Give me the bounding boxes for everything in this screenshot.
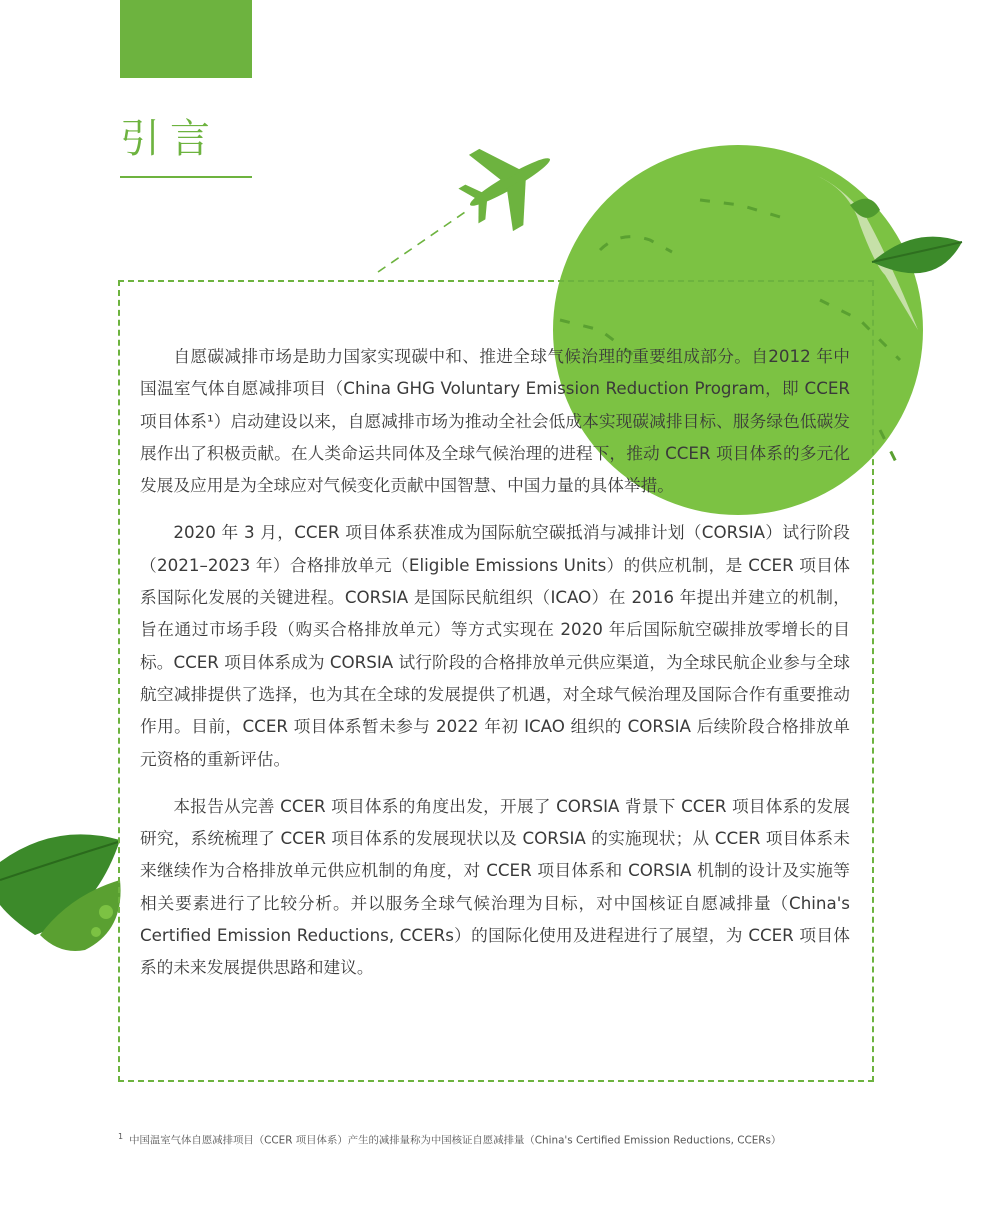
leaf-icon (0, 834, 121, 951)
footnote-marker: 1 (118, 1132, 124, 1141)
body-text (140, 340, 850, 999)
paragraph-2: 2020 年 3 月，CCER 项目体系获准成为国际航空碳抵消与减排计划（CORSIA）试行阶段（2021–2023 年）合格排放单元（Eligible Emissions Units）的供应机制，是 CCER 项目体系国际化发展的关键进程。CORSIA 是国际民航组织（ICAO）在 2016 年提出并建立的机制，旨在通过市场手段（购买合格排放单元）等方式实现在 2020 年后国际航空碳排放零增长的目标。CCER 项目体系成为 CORSIA 试行阶段的合格排放单元供应渠道，为全球民航企业参与全球航空减排提供了选择，也为其在全球的发展提供了机遇，对全球气候治理及国际合作有重要推动作用。目前，CCER 项目体系暂未参与 2022 年初 ICAO 组织的 CORSIA 后续阶段合格排放单元资格的重新评估。 (140, 522, 850, 769)
footnote-text: 中国温室气体自愿减排项目（CCER 项目体系）产生的减排量称为中国核证自愿减排量（China's Certified Emission Reductions, CCERs） (129, 1134, 782, 1147)
page-title: 引言 (120, 116, 220, 162)
footnote (118, 1130, 878, 1147)
header-color-block (120, 0, 252, 78)
paragraph-1: 自愿碳减排市场是助力国家实现碳中和、推进全球气候治理的重要组成部分。自2012 年中国温室气体自愿减排项目（China GHG Voluntary Emission Reduction Program，即 CCER 项目体系¹）启动建设以来，自愿减排市场为推动全社会低成本实现碳减排目标、服务绿色低碳发展作出了积极贡献。在人类命运共同体及全球气候治理的进程下，推动 CCER 项目体系的多元化发展及应用是为全球应对气候变化贡献中国智慧、中国力量的具体举措。 (140, 346, 850, 496)
airplane-icon (378, 121, 572, 272)
title-underline (120, 176, 252, 178)
paragraph-3: 本报告从完善 CCER 项目体系的角度出发，开展了 CORSIA 背景下 CCER 项目体系的发展研究，系统梳理了 CCER 项目体系的发展现状以及 CORSIA 的实施现状；从 CCER 项目体系未来继续作为合格排放单元供应机制的角度，对 CCER 项目体系和 CORSIA 机制的设计及实施等相关要素进行了比较分析。并以服务全球气候治理为目标，对中国核证自愿减排量（China's Certified Emission Reductions, CCERs）的国际化使用及进程进行了展望，为 CCER 项目体系的未来发展提供思路和建议。 (140, 795, 850, 978)
